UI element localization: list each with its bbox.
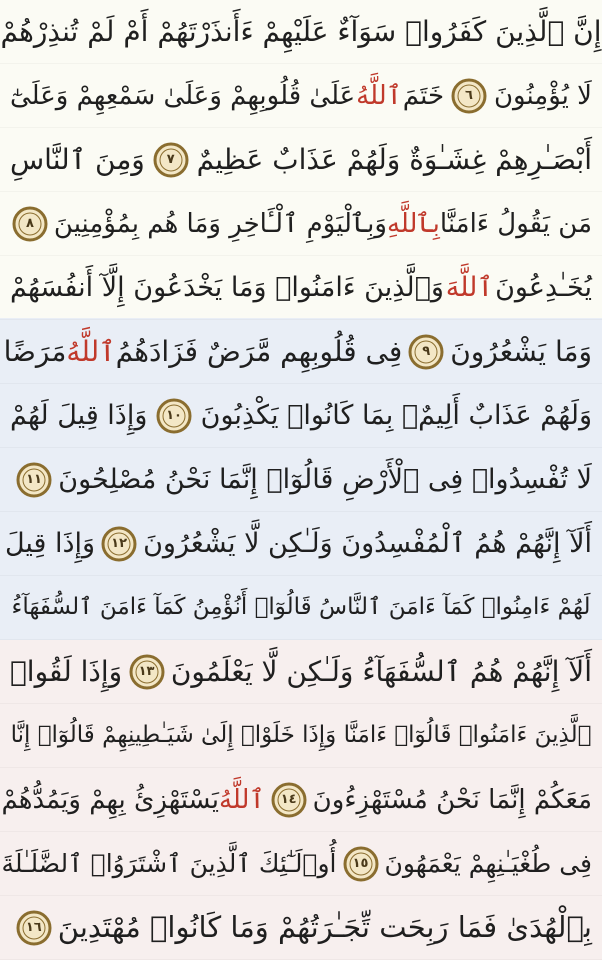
verse-number: ١٤ <box>280 792 297 807</box>
text-line-2 <box>0 64 602 128</box>
text-line-6 <box>0 320 602 384</box>
verse-number: ٦ <box>465 88 473 103</box>
verse-text: خَتَمَ <box>402 80 445 111</box>
verse-text: مَعَكُمْ إِنَّمَا نَحْنُ مُسْتَهْزِءُونَ <box>312 784 592 815</box>
verse-text: وَإِذَا لَقُوا۟ <box>10 654 123 688</box>
verse-marker-icon <box>451 78 487 114</box>
verse-number: ٨ <box>25 216 34 231</box>
divine-name: ٱللَّهَ <box>445 272 494 303</box>
verse-text: عَلَىٰ قُلُوبِهِمْ وَعَلَىٰ سَمْعِهِمْ وَعَلَىٰٓ <box>10 80 356 111</box>
verse-text: إِنَّ ٱلَّذِينَ كَفَرُوا۟ سَوَآءٌ عَلَيْهِمْ ءَأَنذَرْتَهُمْ أَمْ لَمْ تُنذِرْهُمْ <box>0 14 602 48</box>
text-line-4 <box>0 192 602 256</box>
text-line-1 <box>0 0 602 64</box>
verse-number: ١٣ <box>138 664 155 679</box>
text-line-9 <box>0 512 602 576</box>
verse-text: وَبِٱلْيَوْمِ ٱلْـَٔاخِرِ وَمَا هُم بِمُؤْمِنِينَ <box>53 208 387 239</box>
verse-text: أَلَآ إِنَّهُمْ هُمُ ٱلسُّفَهَآءُ وَلَـٰكِن لَّا يَعْلَمُونَ <box>170 654 592 688</box>
verse-marker-icon <box>16 462 52 498</box>
verse-number: ١٥ <box>352 856 369 871</box>
verse-number: ١٠ <box>166 408 182 423</box>
verse-marker-icon <box>408 334 444 370</box>
verse-text: أَبْصَـٰرِهِمْ غِشَـٰوَةٌ وَلَهُمْ عَذَابٌ عَظِيمٌ <box>196 142 592 176</box>
text-line-7 <box>0 384 602 448</box>
verse-text: فِى طُغْيَـٰنِهِمْ يَعْمَهُونَ <box>384 849 592 878</box>
verse-text: مَن يَقُولُ ءَامَنَّا <box>439 208 592 239</box>
verse-text: يَسْتَهْزِئُ بِهِمْ وَيَمُدُّهُمْ <box>1 784 219 815</box>
verse-number: ١٢ <box>111 536 128 551</box>
verse-marker-icon <box>12 206 48 242</box>
text-line-8 <box>0 448 602 512</box>
text-line-12 <box>0 704 602 768</box>
verse-number: ٩ <box>422 344 431 359</box>
verse-marker-icon <box>343 846 379 882</box>
verse-text: بِٱلْهُدَىٰ فَمَا رَبِحَت تِّجَـٰرَتُهُمْ وَمَا كَانُوا۟ مُهْتَدِينَ <box>57 910 592 944</box>
verse-text: يُخَـٰدِعُونَ <box>495 272 592 303</box>
divine-name: ٱللَّهُ <box>218 784 265 815</box>
verse-marker-icon <box>129 654 165 690</box>
verse-number: ١١ <box>26 472 42 487</box>
verse-text: لَا تُفْسِدُوا۟ فِى ٱلْأَرْضِ قَالُوٓا۟ إِنَّمَا نَحْنُ مُصْلِحُونَ <box>58 464 592 495</box>
text-line-10 <box>0 576 602 640</box>
verse-text: لَهُمْ ءَامِنُوا۟ كَمَآ ءَامَنَ ٱلنَّاسُ قَالُوٓا۟ أَنُؤْمِنُ كَمَآ ءَامَنَ ٱلسُّفَهَآءُ <box>11 594 591 620</box>
verse-number: ١٦ <box>25 920 42 935</box>
verse-text: وَإِذَا قِيلَ <box>4 528 96 559</box>
text-line-5 <box>0 256 602 320</box>
verse-marker-icon <box>271 782 307 818</box>
verse-text: وَمَا يَشْعُرُونَ <box>450 334 592 368</box>
verse-text: مَرَضًا <box>3 334 67 368</box>
divine-name: ٱللَّهُ <box>66 334 116 368</box>
verse-text: ٱلَّذِينَ ءَامَنُوا۟ قَالُوٓا۟ ءَامَنَّا وَإِذَا خَلَوْا۟ إِلَىٰ شَيَـٰطِينِهِمْ قَالُوٓا۟ إِنَّا <box>10 722 592 748</box>
text-line-13 <box>0 768 602 832</box>
verse-text: وَلَهُمْ عَذَابٌ أَلِيمٌۢ بِمَا كَانُوا۟ يَكْذِبُونَ <box>200 400 592 431</box>
verse-number: ٧ <box>166 152 175 167</box>
verse-text: فِى قُلُوبِهِم مَّرَضٌ فَزَادَهُمُ <box>115 334 403 368</box>
divine-name: بِٱللَّهِ <box>386 208 440 239</box>
verse-marker-icon <box>153 142 189 178</box>
text-line-15 <box>0 896 602 960</box>
text-line-3 <box>0 128 602 192</box>
text-line-14 <box>0 832 602 896</box>
verse-text: لَا يُؤْمِنُونَ <box>493 80 592 111</box>
verse-marker-icon <box>16 910 52 946</box>
divine-name: ٱللَّهُ <box>356 80 402 111</box>
verse-text: وَإِذَا قِيلَ لَهُمْ <box>10 400 148 431</box>
verse-text: أُو۟لَـٰٓئِكَ ٱلَّذِينَ ٱشْتَرَوُا۟ ٱلضَّلَـٰلَةَ <box>1 849 337 878</box>
text-line-11 <box>0 640 602 704</box>
verse-marker-icon <box>156 398 192 434</box>
verse-text: أَلَآ إِنَّهُمْ هُمُ ٱلْمُفْسِدُونَ وَلَـٰكِن لَّا يَشْعُرُونَ <box>143 528 592 559</box>
verse-marker-icon <box>101 526 137 562</box>
verse-text: وَٱلَّذِينَ ءَامَنُوا۟ وَمَا يَخْدَعُونَ إِلَّآ أَنفُسَهُمْ <box>10 272 444 303</box>
verse-text: وَمِنَ ٱلنَّاسِ <box>10 142 145 176</box>
